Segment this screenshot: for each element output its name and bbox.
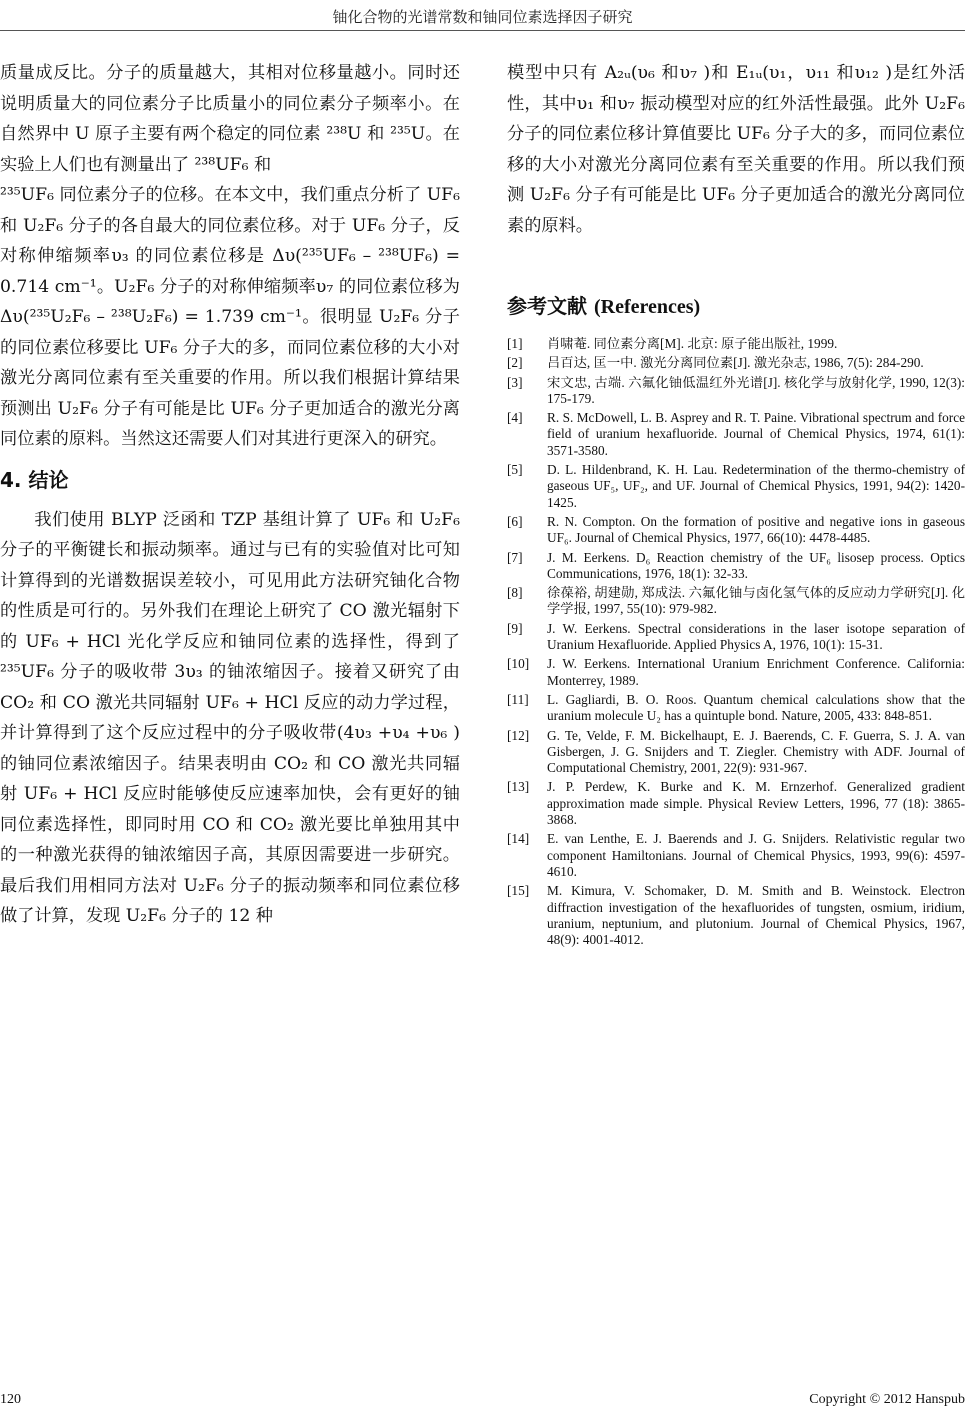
reference-number: [6] bbox=[507, 513, 523, 529]
reference-text: E. van Lenthe, E. J. Baerends and J. G. Snijders. Relativistic regular two component Hamiltonians. Journal of Chemical Physics, 1993, 99(6): 4597-4610. bbox=[547, 831, 965, 879]
reference-text: 徐葆裕, 胡建勋, 郑成法. 六氟化铀与卤化氢气体的反应动力学研究[J]. 化学学报, 1997, 55(10): 979-982. bbox=[547, 585, 965, 617]
reference-number: [15] bbox=[507, 883, 530, 899]
reference-text: J. P. Perdew, K. Burke and K. M. Ernzerhof. Generalized gradient approximation made simple. Physical Review Letters, 1996, 77 (18): 3865-3868. bbox=[547, 779, 965, 828]
paragraph-conclusion: 我们使用 BLYP 泛函和 TZP 基组计算了 UF₆ 和 U₂F₆ 分子的平衡键长和振动频率。通过与已有的实验值对比可知计算得到的光谱数据误差较小，可见用此方法研究铀化合物的性质是可行的。另外我们在理论上研究了 CO 激光辐射下的 UF₆ + HCl 光化学反应和铀同位素的选择性，得到了 ²³⁵UF₆ 分子的吸收带 3υ₃ 的铀浓缩因子。接着又研究了由 CO₂ 和 CO 激光共同辐射 UF₆ + HCl 反应的动力学过程，并计算得到了这个反应过程中的分子吸收带(4υ₃ +υ₄ +υ₆ )的铀同位素浓缩因子。结果表明由 CO₂ 和 CO 激光共同辐射 UF₆ + HCl 反应时能够使反应速率加快，会有更好的铀同位素选择性，即同时用 CO 和 CO₂ 激光要比单独用其中的一种激光获得的铀浓缩因子高，其原因需要进一步研究。最后我们用相同方法对 U₂F₆ 分子的振动频率和同位素位移做了计算，发现 U₂F₆ 分子的 12 种 bbox=[0, 509, 460, 926]
reference-text: M. Kimura, V. Schomaker, D. M. Smith and B. Weinstock. Electron diffraction investigation of the hexafluorides of tungsten, osmium, iridium, uranium, neptunium, and plutonium. Journal of Chemical Physics, 1967, 48(9): 4001-4012. bbox=[547, 883, 965, 948]
reference-number: [14] bbox=[507, 831, 530, 847]
reference-number: [1] bbox=[507, 336, 523, 351]
reference-number: [13] bbox=[507, 779, 530, 795]
reference-number: [7] bbox=[507, 549, 523, 565]
reference-number: [10] bbox=[507, 656, 530, 672]
reference-number: [4] bbox=[507, 410, 523, 426]
reference-text: 肖啸菴. 同位素分离[M]. 北京: 原子能出版社, 1999. bbox=[547, 336, 838, 351]
paragraph-isotope-shift: ²³⁵UF₆ 同位素分子的位移。在本文中，我们重点分析了 UF₆ 和 U₂F₆ 分子的各自最大的同位素位移。对于 UF₆ 分子，反对称伸缩频率υ₃ 的同位素位移是 Δυ(²³⁵UF₆ – ²³⁸UF₆) = 0.714 cm⁻¹。U₂F₆ 分子的对称伸缩频率υ₇ 的同位素位移为 Δυ(²³⁵U₂F₆ – ²³⁸U₂F₆) = 1.739 cm⁻¹。很明显 U₂F₆ 分子的同位素位移要比 UF₆ 分子大的多，而同位素位移的大小对激光分离同位素有至关重要的作用。所以我们根据计算结果预测出 U₂F₆ 分子有可能是比 UF₆ 分子更加适合的激光分离同位素的原料。当然这还需要人们对其进行更深入的研究。 bbox=[0, 185, 460, 449]
reference-number: [8] bbox=[507, 585, 523, 601]
running-header: 铀化合物的光谱常数和铀同位素选择因子研究 bbox=[332, 8, 633, 26]
reference-number: [3] bbox=[507, 374, 523, 390]
reference-number: [11] bbox=[507, 691, 529, 707]
reference-item bbox=[507, 692, 965, 725]
reference-item bbox=[507, 656, 965, 689]
reference-text: J. M. Eerkens. D₆ Reaction chemistry of the UF₆ lisosep process. Optics Communications, 1976, 18(1): 32-33. bbox=[547, 549, 965, 581]
reference-item bbox=[507, 462, 965, 511]
reference-number: [12] bbox=[507, 727, 530, 743]
reference-item bbox=[507, 355, 965, 371]
reference-text: J. W. Eerkens. Spectral considerations in the laser isotope separation of Uranium Hexafluoride. Applied Physics A, 1976, 10(1): 15-31. bbox=[547, 620, 965, 653]
reference-text: J. W. Eerkens. International Uranium Enrichment Conference. California: Monterrey, 1989. bbox=[547, 656, 965, 688]
references-heading-cn: 参考文献 bbox=[507, 294, 587, 318]
page-number: 120 bbox=[0, 1392, 21, 1407]
reference-item bbox=[507, 728, 965, 777]
reference-text: D. L. Hildenbrand, K. H. Lau. Redetermination of the thermo-chemistry of gaseous UF₅, UF₂, and UF. Journal of Chemical Physics, 1991, 94(2): 1420-1425. bbox=[547, 462, 965, 510]
reference-item bbox=[507, 883, 965, 948]
reference-text: L. Gagliardi, B. O. Roos. Quantum chemical calculations show that the uranium molecule U₂ has a quintuple bond. Nature, 2005, 433: 848-851. bbox=[547, 691, 965, 724]
reference-number: [2] bbox=[507, 355, 523, 371]
header-rule bbox=[0, 30, 965, 31]
paragraph-mass-ratio: 质量成反比。分子的质量越大，其相对位移量越小。同时还说明质量大的同位素分子比质量小的同位素分子频率小。在自然界中 U 原子主要有两个稳定的同位素 ²³⁸U 和 ²³⁵U。在实验上人们也有测量出了 ²³⁸UF₆ 和 bbox=[0, 63, 460, 175]
reference-item bbox=[507, 779, 965, 828]
reference-text: 吕百达, 匡一中. 激光分离同位素[J]. 激光杂志, 1986, 7(5): 284-290. bbox=[547, 355, 924, 371]
left-column bbox=[0, 58, 460, 932]
reference-text: R. S. McDowell, L. B. Asprey and R. T. Paine. Vibrational spectrum and force field of uranium hexafluoride. Journal of Chemical Physics, 1974, 61(1): 3571-3580. bbox=[547, 410, 965, 458]
reference-item bbox=[507, 621, 965, 654]
reference-number: [9] bbox=[507, 620, 523, 636]
references-heading-en: (References) bbox=[593, 296, 701, 318]
reference-item bbox=[507, 375, 965, 408]
reference-text: R. N. Compton. On the formation of positive and negative ions in gaseous UF₆. Journal of Chemical Physics, 1977, 66(10): 4478-4485. bbox=[547, 513, 965, 546]
reference-text: 宋文忠, 古端. 六氟化铀低温红外光谱[J]. 核化学与放射化学, 1990, 12(3): 175-179. bbox=[547, 374, 965, 406]
references-heading bbox=[507, 291, 965, 322]
reference-item bbox=[507, 550, 965, 583]
reference-text: G. Te, Velde, F. M. Bickelhaupt, E. J. Baerends, C. F. Guerra, S. J. A. van Gisbergen, J. G. Snijders and T. Ziegler. Chemistry with ADF. Journal of Computational Chemistry, 2001, 22(9): 931-967. bbox=[547, 727, 965, 776]
section-heading-conclusion: 4. 结论 bbox=[0, 467, 69, 492]
copyright-notice: Copyright © 2012 Hanspub bbox=[809, 1392, 965, 1407]
reference-item bbox=[507, 410, 965, 459]
reference-list bbox=[507, 336, 965, 948]
reference-number: [5] bbox=[507, 462, 523, 478]
paragraph-ir-activity: 模型中只有 A₂ᵤ(υ₆ 和υ₇ )和 E₁ᵤ(υ₁，υ₁₁ 和υ₁₂ )是红外活性，其中υ₁ 和υ₇ 振动模型对应的红外活性最强。此外 U₂F₆ 分子的同位素位移计算值要比 UF₆ 分子大的多，而同位素位移的大小对激光分离同位素有至关重要的作用。所以我们预测 U₂F₆ 分子有可能是比 UF₆ 分子更加适合的激光分离同位素的原料。 bbox=[507, 63, 965, 236]
reference-item bbox=[507, 336, 965, 352]
right-column bbox=[507, 58, 965, 951]
reference-item bbox=[507, 585, 965, 618]
reference-item bbox=[507, 514, 965, 547]
reference-item bbox=[507, 831, 965, 880]
